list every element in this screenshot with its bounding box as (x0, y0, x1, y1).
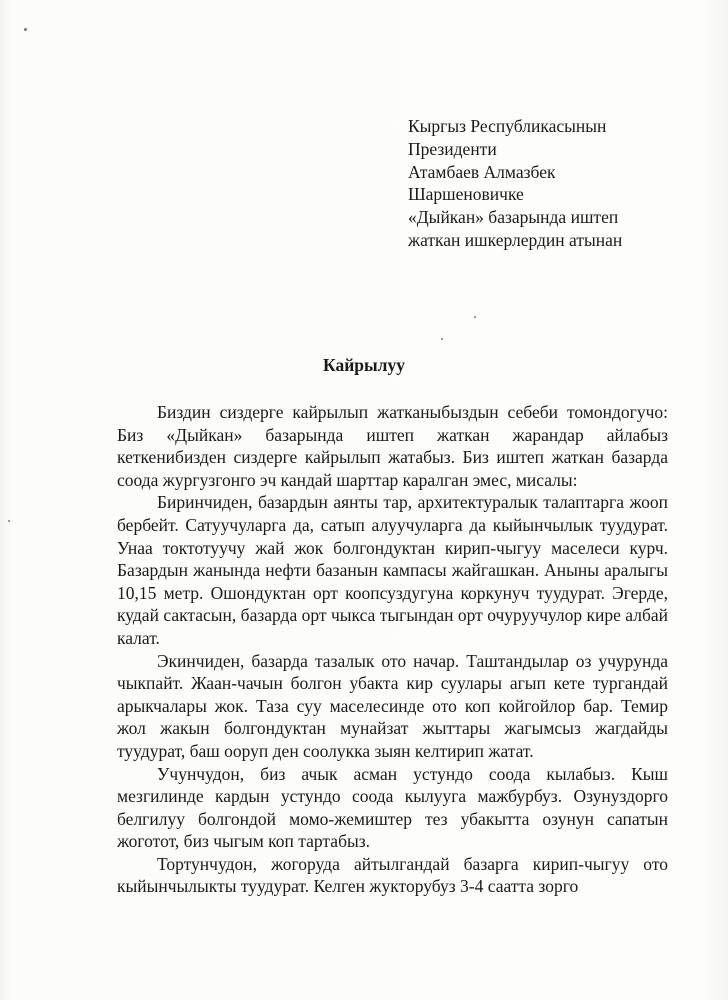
addressee-line: Атамбаев Алмазбек (408, 161, 556, 182)
body-paragraph: Биринчиден, базардын аянты тар, архитектуралык талаптарга жооп бербейт. Сатуучуларга да, сатып алуучуларга да кыйынчылык туудурат. Унаа токтотуучу жай жок болгондуктан кирип-чыгуу маселеси курч. Базардын жанында нефти базанын кампасы жайгашкан. Аныны аралыгы 10,15 метр. Ошондуктан орт коопсуздугуна коркунуч туудурат. Эгерде, кудай сактасын, базарда орт чыкса тыгындан орт очуруучулор кире албай калат. (117, 492, 668, 648)
document-title: Кайрылуу (322, 355, 405, 375)
scan-speck (24, 28, 27, 31)
addressee-block (408, 115, 708, 252)
scan-speck (8, 520, 10, 522)
document-body (117, 401, 668, 898)
addressee-line: Президенти (408, 138, 497, 159)
scan-speck (474, 316, 476, 318)
body-paragraph: Экинчиден, базарда тазалык ото начар. Таштандылар оз учурунда чыкпайт. Жаан-чачын болгон убакта кир суулары агып кете тургандай арыкчалары жок. Таза суу маселесинде ото коп койгойлор бар. Темир жол жакын болгондуктан мунайзат жыттары жагымсыз жагдайды туудурат, баш ооруп ден соолукка зыян келтирип жатат. (117, 650, 668, 761)
scan-speck (441, 338, 443, 340)
body-paragraph: Биздин сиздерге кайрылып жатканыбыздын себеби томондогучо: Биз «Дыйкан» базарында иштеп жаткан жарандар айлабыз кеткенибизден сиздерге кайрылып жатабыз. Биз иштеп жаткан базарда соода жургузгонго эч кандай шарттар каралган эмес, мисалы: (117, 402, 668, 490)
addressee-line: жаткан ишкерлердин атынан (408, 229, 623, 250)
addressee-line: Кыргыз Республикасынын (408, 116, 607, 136)
body-paragraph: Тортунчудон, жогоруда айтылгандай базарга кирип-чыгуу ото кыйынчылыкты туудурат. Келген жукторубуз 3-4 саатта зорго (117, 853, 668, 897)
addressee-line: «Дыйкан» базарында иштеп (408, 207, 619, 228)
body-paragraph: Учунчудон, биз ачык асман устундо соода кылабыз. Кыш мезгилинде кардын устундо соода кылууга мажбурбуз. Озунуздорго белгилуу болгондой момо-жемиштер тез убакытта озунун сапатын жоготот, биз чыгым коп тартабыз. (117, 763, 668, 852)
addressee-line: Шаршеновичке (408, 184, 524, 205)
